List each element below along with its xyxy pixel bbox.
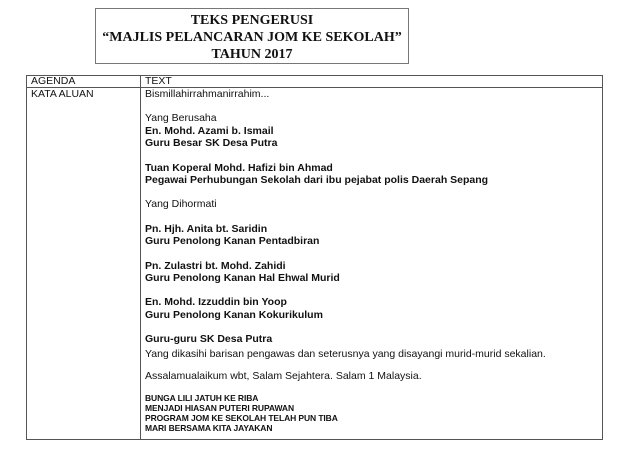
opening-line: Bismillahirrahmanirrahim... [145,88,270,100]
agenda-cell: KATA ALUAN [27,88,141,440]
title-line-1: TEKS PENGERUSI [190,13,314,28]
document-title-box [95,8,409,64]
guest1-title: Guru Besar SK Desa Putra [145,137,278,150]
guest1-name: En. Mohd. Azami b. Ismail [145,124,274,137]
header-agenda: AGENDA [27,76,141,88]
agenda-table [26,75,603,440]
table-row [27,88,603,440]
guest2-title: Pegawai Perhubungan Sekolah dari ibu pejabat polis Daerah Sepang [145,174,489,187]
guest2-name: Tuan Koperal Mohd. Hafizi bin Ahmad [145,161,333,174]
table-header-row [27,76,603,88]
yang-dihormati-label: Yang Dihormati [145,198,217,211]
yang-berusaha-label: Yang Berusaha [145,112,217,125]
text-cell [141,88,603,440]
guest5-name: En. Mohd. Izzuddin bin Yoop [145,296,287,309]
title-line-2: “MAJLIS PELANCARAN JOM KE SEKOLAH” [102,30,402,45]
pantun-verse [145,393,602,433]
teachers-line: Guru-guru SK Desa Putra [145,333,273,346]
students-line: Yang dikasihi barisan pengawas dan seterusnya yang disayangi murid-murid sekalian. [145,347,546,360]
guest3-title: Guru Penolong Kanan Pentadbiran [145,235,320,248]
guest5-title: Guru Penolong Kanan Kokurikulum [145,308,323,321]
pantun-line-4: MARI BERSAMA KITA JAYAKAN [145,422,273,433]
pantun-line-3: PROGRAM JOM KE SEKOLAH TELAH PUN TIBA [145,412,338,423]
header-text: TEXT [141,76,603,88]
pantun-line-2: MENJADI HIASAN PUTERI RUPAWAN [145,402,295,413]
guest3-name: Pn. Hjh. Anita bt. Saridin [145,222,268,235]
greeting-line: Assalamualaikum wbt, Salam Sejahtera. Salam 1 Malaysia. [145,370,422,383]
guest4-title: Guru Penolong Kanan Hal Ehwal Murid [145,272,340,285]
title-line-3: TAHUN 2017 [211,47,293,62]
pantun-line-1: BUNGA LILI JATUH KE RIBA [145,392,259,403]
guest4-name: Pn. Zulastri bt. Mohd. Zahidi [145,259,286,272]
